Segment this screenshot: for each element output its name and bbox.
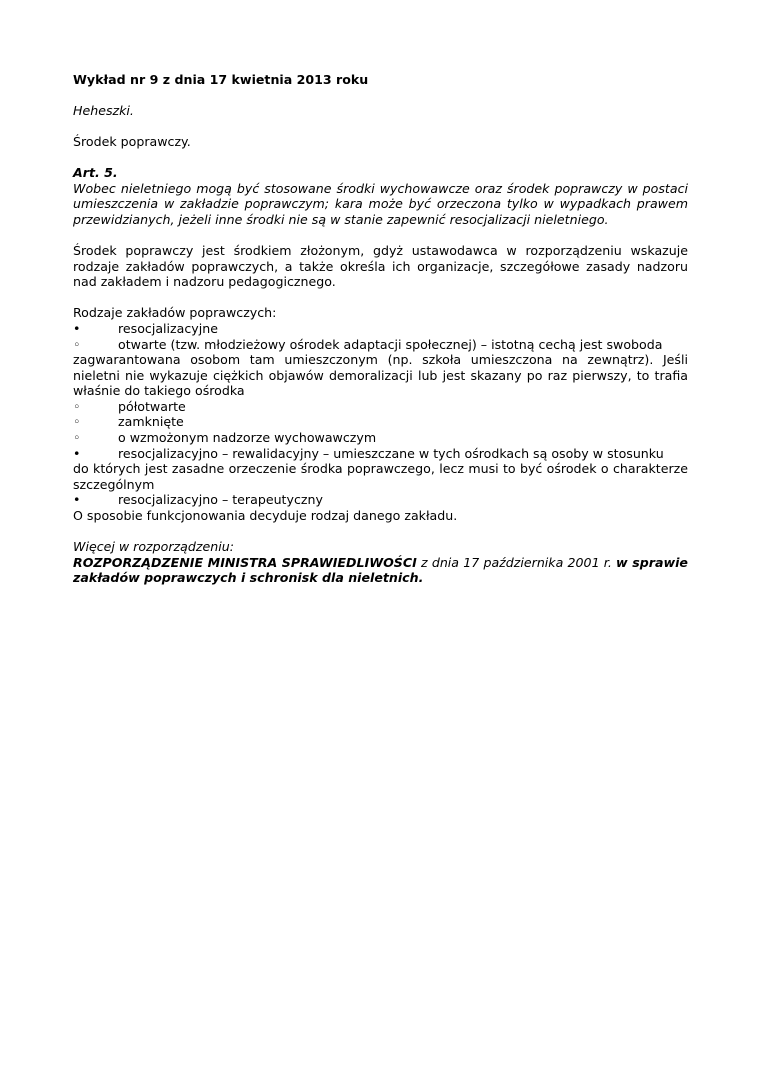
list-item-text: otwarte (tzw. młodzieżowy ośrodek adaptacji społecznej) – istotną cechą jest swoboda bbox=[118, 336, 663, 352]
act-date: z dnia 17 października 2001 r. bbox=[416, 554, 617, 570]
list-item bbox=[73, 492, 688, 508]
list-item-continuation: zagwarantowana osobom tam umieszczonym (np. szkoła umieszczona na zewnątrz). Jeśli nieletni nie wykazuje ciężkich objawów demoralizacji lub jest skazany po raz pierwszy, to trafia właśnie do takiego ośrodka bbox=[73, 352, 688, 399]
list-item-text: resocjalizacyjno – terapeutyczny bbox=[118, 492, 323, 508]
act-name: ROZPORZĄDZENIE MINISTRA SPRAWIEDLIWOŚCI bbox=[73, 554, 417, 570]
list-item-text: resocjalizacyjne bbox=[118, 320, 218, 336]
types-closing: O sposobie funkcjonowania decyduje rodzaj danego zakładu. bbox=[73, 508, 458, 524]
bullet-icon: • bbox=[73, 492, 81, 508]
list-item-text: półotwarte bbox=[118, 398, 186, 414]
description-paragraph: Środek poprawczy jest środkiem złożonym, gdyż ustawodawca w rozporządzeniu wskazuje rodzaje zakładów poprawczych, a także określa ich organizacje, szczegółowe zasady nadzoru nad zakładem i nadzoru pedagogicznego. bbox=[73, 242, 688, 290]
list-item bbox=[73, 337, 688, 353]
list-item-text: resocjalizacyjno – rewalidacyjny – umieszczane w tych ośrodkach są osoby w stosunku bbox=[118, 445, 664, 461]
topic-text: Środek poprawczy. bbox=[73, 133, 191, 149]
lecture-heading: Wykład nr 9 z dnia 17 kwietnia 2013 roku bbox=[73, 72, 369, 87]
circle-bullet-icon: ◦ bbox=[73, 414, 81, 430]
list-item bbox=[73, 446, 688, 462]
article-text: Wobec nieletniego mogą być stosowane środki wychowawcze oraz środek poprawczy w postaci umieszczenia w zakładzie poprawczym; kara może być orzeczona tylko w wypadkach prawem przewidzianych, jeżeli inne środki nie są w stanie zapewnić resocjalizacji nieletniego. bbox=[73, 180, 688, 227]
list-item-continuation: do których jest zasadne orzeczenie środka poprawczego, lecz musi to być ośrodek o charakterze szczególnym bbox=[73, 461, 688, 492]
list-item-text: o wzmożonym nadzorze wychowawczym bbox=[118, 430, 377, 446]
bullet-icon: • bbox=[73, 445, 81, 461]
act-subject: w sprawie zakładów poprawczych i schronisk dla nieletnich. bbox=[73, 554, 688, 586]
circle-bullet-icon: ◦ bbox=[73, 430, 81, 446]
list-item bbox=[73, 399, 688, 415]
reference-intro: Więcej w rozporządzeniu: bbox=[73, 539, 234, 555]
article-title: Art. 5. bbox=[73, 164, 118, 180]
list-item bbox=[73, 414, 688, 430]
reference-citation bbox=[73, 555, 688, 586]
bullet-icon: • bbox=[73, 320, 81, 336]
list-item bbox=[73, 321, 688, 337]
list-item-text: zamknięte bbox=[118, 414, 184, 430]
types-list bbox=[73, 321, 688, 508]
greeting-text: Heheszki. bbox=[73, 102, 134, 118]
list-item bbox=[73, 430, 688, 446]
document-page bbox=[73, 72, 688, 586]
circle-bullet-icon: ◦ bbox=[73, 398, 81, 414]
types-intro: Rodzaje zakładów poprawczych: bbox=[73, 305, 277, 321]
circle-bullet-icon: ◦ bbox=[73, 336, 81, 352]
